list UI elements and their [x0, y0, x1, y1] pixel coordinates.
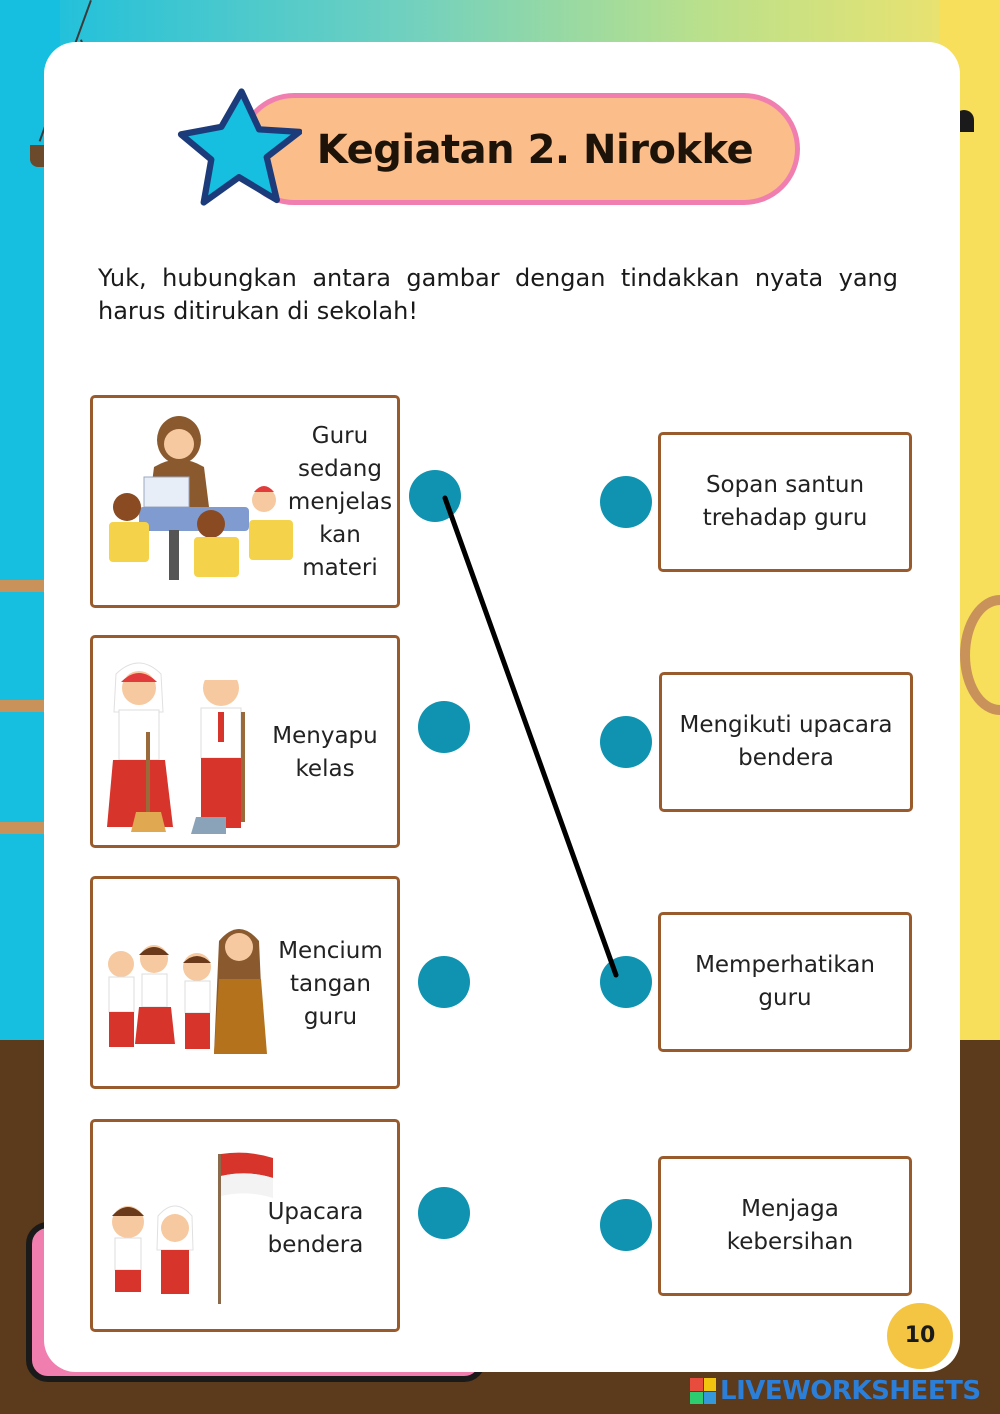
instruction-text: Yuk, hubungkan antara gambar dengan tindakkan nyata yang harus ditirukan di sekolah! [98, 264, 898, 325]
left-dot-2[interactable] [418, 701, 470, 753]
right-card-2 [659, 672, 913, 812]
right-card-1 [658, 432, 912, 572]
watermark-text: LIVEWORKSHEETS [720, 1376, 981, 1406]
students-sweeping-illustration [101, 652, 271, 837]
right-dot-4[interactable] [600, 1199, 652, 1251]
student-kissing-teacher-hand-illustration [99, 919, 274, 1059]
teacher-with-students-illustration [99, 412, 299, 592]
left-card-1 [90, 395, 400, 608]
flag-ceremony-illustration [103, 1150, 278, 1310]
left-card-label: Mencium tangan guru [278, 938, 383, 1030]
right-card-label: Mengikuti upacara bendera [679, 712, 893, 771]
page-title: Kegiatan 2. Nirokke [316, 127, 754, 173]
left-dot-4[interactable] [418, 1187, 470, 1239]
right-card-3 [658, 912, 912, 1052]
shelf-decoration [0, 700, 46, 712]
left-card-2 [90, 635, 400, 848]
liveworksheets-logo-icon [690, 1378, 716, 1404]
left-card-label: Upacara bendera [267, 1199, 364, 1258]
right-card-label: Memperhatikan guru [695, 952, 875, 1011]
left-dot-1[interactable] [409, 470, 461, 522]
shelf-decoration [0, 580, 46, 592]
left-card-3 [90, 876, 400, 1089]
right-card-label: Sopan santun trehadap guru [702, 472, 868, 531]
page-number-badge: 10 [887, 1303, 953, 1369]
right-dot-3[interactable] [600, 956, 652, 1008]
right-dot-1[interactable] [600, 476, 652, 528]
right-dot-2[interactable] [600, 716, 652, 768]
right-card-4 [658, 1156, 912, 1296]
left-card-label: Guru sedang menjelas kan materi [287, 423, 393, 581]
right-card-label: Menjaga kebersihan [726, 1196, 854, 1255]
left-dot-3[interactable] [418, 956, 470, 1008]
liveworksheets-watermark [690, 1374, 990, 1408]
left-card-label: Menyapu kelas [272, 723, 378, 782]
shelf-decoration [0, 822, 46, 834]
left-card-4 [90, 1119, 400, 1332]
